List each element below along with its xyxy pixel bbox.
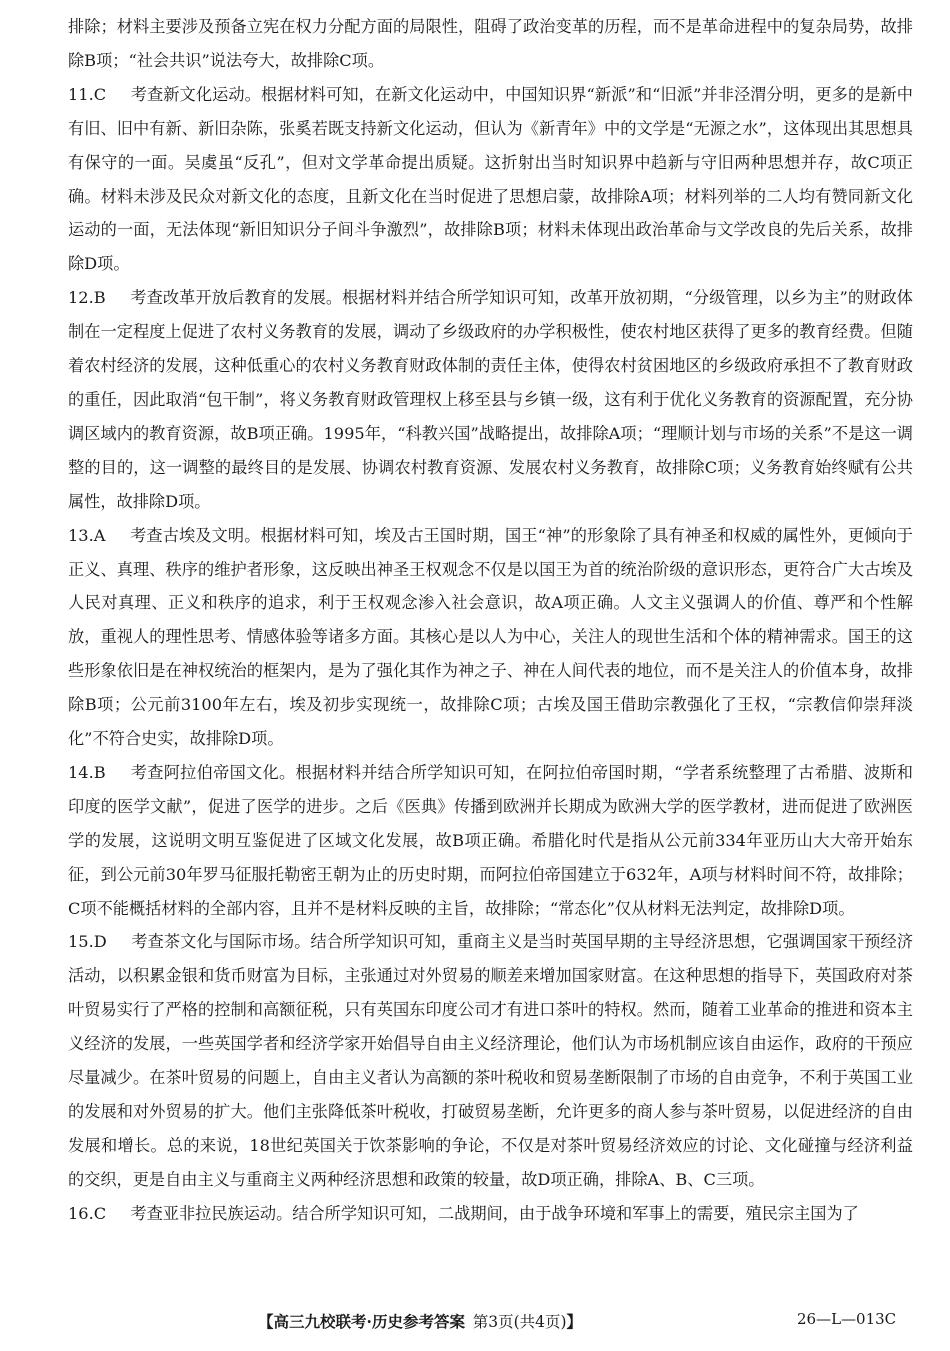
answer-item-11 (68, 78, 913, 281)
footer-left-bracket: 【 (258, 1312, 274, 1331)
footer-separator: · (366, 1312, 372, 1331)
item-number: 12. (68, 288, 94, 308)
item-number: 11. (68, 84, 94, 104)
answer-item-15 (68, 925, 913, 1196)
item-answer: A (93, 525, 106, 545)
item-answer: C (93, 1203, 107, 1223)
footer-page-info: 第3页(共4页) (472, 1313, 567, 1331)
item-answer: C (93, 84, 107, 104)
answer-item-12 (68, 281, 913, 518)
item-answer: B (93, 762, 106, 782)
item-explanation: 考查新文化运动。根据材料可知，在新文化运动中，中国知识界“新派”和“旧派”并非泾渭分明，更多的是新中有旧、旧中有新、新旧杂陈，张奚若既支持新文化运动，但认为《新青年》中的文学是“无源之水”，这体现出其思想具有保守的一面。吴虞虽“反孔”，但对文学革命提出质疑。这折射出当时知识界中趋新与守旧两种思想并存，故C项正确。材料未涉及民众对新文化的态度，且新文化在当时促进了思想启蒙，故排除A项；材料列举的二人均有赞同新文化运动的一面，无法体现“新旧知识分子间斗争激烈”，故排除B项；材料未体现出政治革命与文学改良的先后关系，故排除D项。 (68, 84, 913, 274)
answer-item-16 (68, 1197, 913, 1231)
item-answer: D (93, 932, 107, 952)
footer-subject: 历史参考答案 (371, 1312, 465, 1331)
item-explanation: 考查阿拉伯帝国文化。根据材料并结合所学知识可知，在阿拉伯帝国时期，“学者系统整理了古希腊、波斯和印度的医学文献”，促进了医学的进步。之后《医典》传播到欧洲并长期成为欧洲大学的医学教材，进而促进了欧洲医学的发展，这说明文明互鉴促进了区域文化发展，故B项正确。希腊化时代是指从公元前334年亚历山大大帝开始东征，到公元前30年罗马征服托勒密王朝为止的历史时期，而阿拉伯帝国建立于632年，A项与材料时间不符，故排除；C项不能概括材料的全部内容，且并不是材料反映的主旨，故排除；“常态化”仅从材料无法判定，故排除D项。 (68, 762, 913, 918)
item-explanation: 考查改革开放后教育的发展。根据材料并结合所学知识可知，改革开放初期，“分级管理，以乡为主”的财政体制在一定程度上促进了农村义务教育的发展，调动了乡级政府的办学积极性，使农村地区获得了更多的教育经费。但随着农村经济的发展，这种低重心的农村义务教育财政体制的责任主体，使得农村贫困地区的乡级政府承担不了教育财政的重任，因此取消“包干制”，将义务教育财政管理权上移至县与乡镇一级，这有利于优化义务教育的资源配置，充分协调区域内的教育资源，故B项正确。1995年，“科教兴国”战略提出，故排除A项；“理顺计划与市场的关系”不是这一调整的目的，这一调整的最终目的是发展、协调农村教育资源、发展农村义务教育，故排除C项；义务教育始终赋有公共属性，故排除D项。 (68, 288, 913, 511)
item-explanation: 考查茶文化与国际市场。结合所学知识可知，重商主义是当时英国早期的主导经济思想，它强调国家干预经济活动，以积累金银和货币财富为目标，主张通过对外贸易的顺差来增加国家财富。在这种思想的指导下，英国政府对茶叶贸易实行了严格的控制和高额征税，只有英国东印度公司才有进口茶叶的特权。然而，随着工业革命的推进和资本主义经济的发展，一些英国学者和经济学家开始倡导自由主义经济理论，他们认为市场机制应该自由运作，政府的干预应尽量减少。在茶叶贸易的问题上，自由主义者认为高额的茶叶税收和贸易垄断限制了市场的自由竞争，不利于英国工业的发展和对外贸易的扩大。他们主张降低茶叶税收，打破贸易垄断，允许更多的商人参与茶叶贸易，以促进经济的自由发展和增长。总的来说，18世纪英国关于饮茶影响的争论，不仅是对茶叶贸易经济效应的讨论、文化碰撞与经济利益的交织，更是自由主义与重商主义两种经济思想和政策的较量，故D项正确，排除A、B、C三项。 (68, 932, 914, 1189)
item-explanation: 考查亚非拉民族运动。结合所学知识可知，二战期间，由于战争环境和军事上的需要，殖民宗主国为了 (130, 1203, 859, 1223)
answer-item-14 (68, 756, 913, 926)
item-number: 15. (68, 932, 94, 952)
page-footer (0, 1306, 950, 1336)
footer-right-bracket: 】 (566, 1312, 583, 1331)
answer-document (68, 10, 913, 1231)
item-number: 14. (68, 762, 94, 782)
answer-item-13 (68, 519, 913, 756)
continued-paragraph: 排除；材料主要涉及预备立宪在权力分配方面的局限性，阻碍了政治变革的历程，而不是革命进程中的复杂局势，故排除B项；“社会共识”说法夸大，故排除C项。 (68, 17, 913, 70)
item-number: 16. (68, 1203, 94, 1223)
item-explanation: 考查古埃及文明。根据材料可知，埃及古王国时期，国王“神”的形象除了具有神圣和权威的属性外，更倾向于正义、真理、秩序的维护者形象，这反映出神圣王权观念不仅是以国王为首的统治阶级的意识形态，更符合广大古埃及人民对真理、正义和秩序的追求，利于王权观念渗入社会意识，故A项正确。人文主义强调人的价值、尊严和个性解放，重视人的理性思考、情感体验等诸多方面。其核心是以人为中心，关注人的现世生活和个体的精神需求。国王的这些形象依旧是在神权统治的框架内，是为了强化其作为神之子、神在人间代表的地位，而不是关注人的价值本身，故排除B项；公元前3100年左右，埃及初步实现统一，故排除C项；古埃及国王借助宗教强化了王权，“宗教信仰崇拜淡化”不符合史实，故排除D项。 (68, 525, 913, 749)
footer-code: 26—L—013C (797, 1310, 897, 1328)
footer-exam-name: 高三九校联考 (273, 1312, 367, 1331)
item-number: 13. (68, 525, 94, 545)
item-answer: B (93, 288, 106, 308)
footer-title (258, 1310, 582, 1332)
